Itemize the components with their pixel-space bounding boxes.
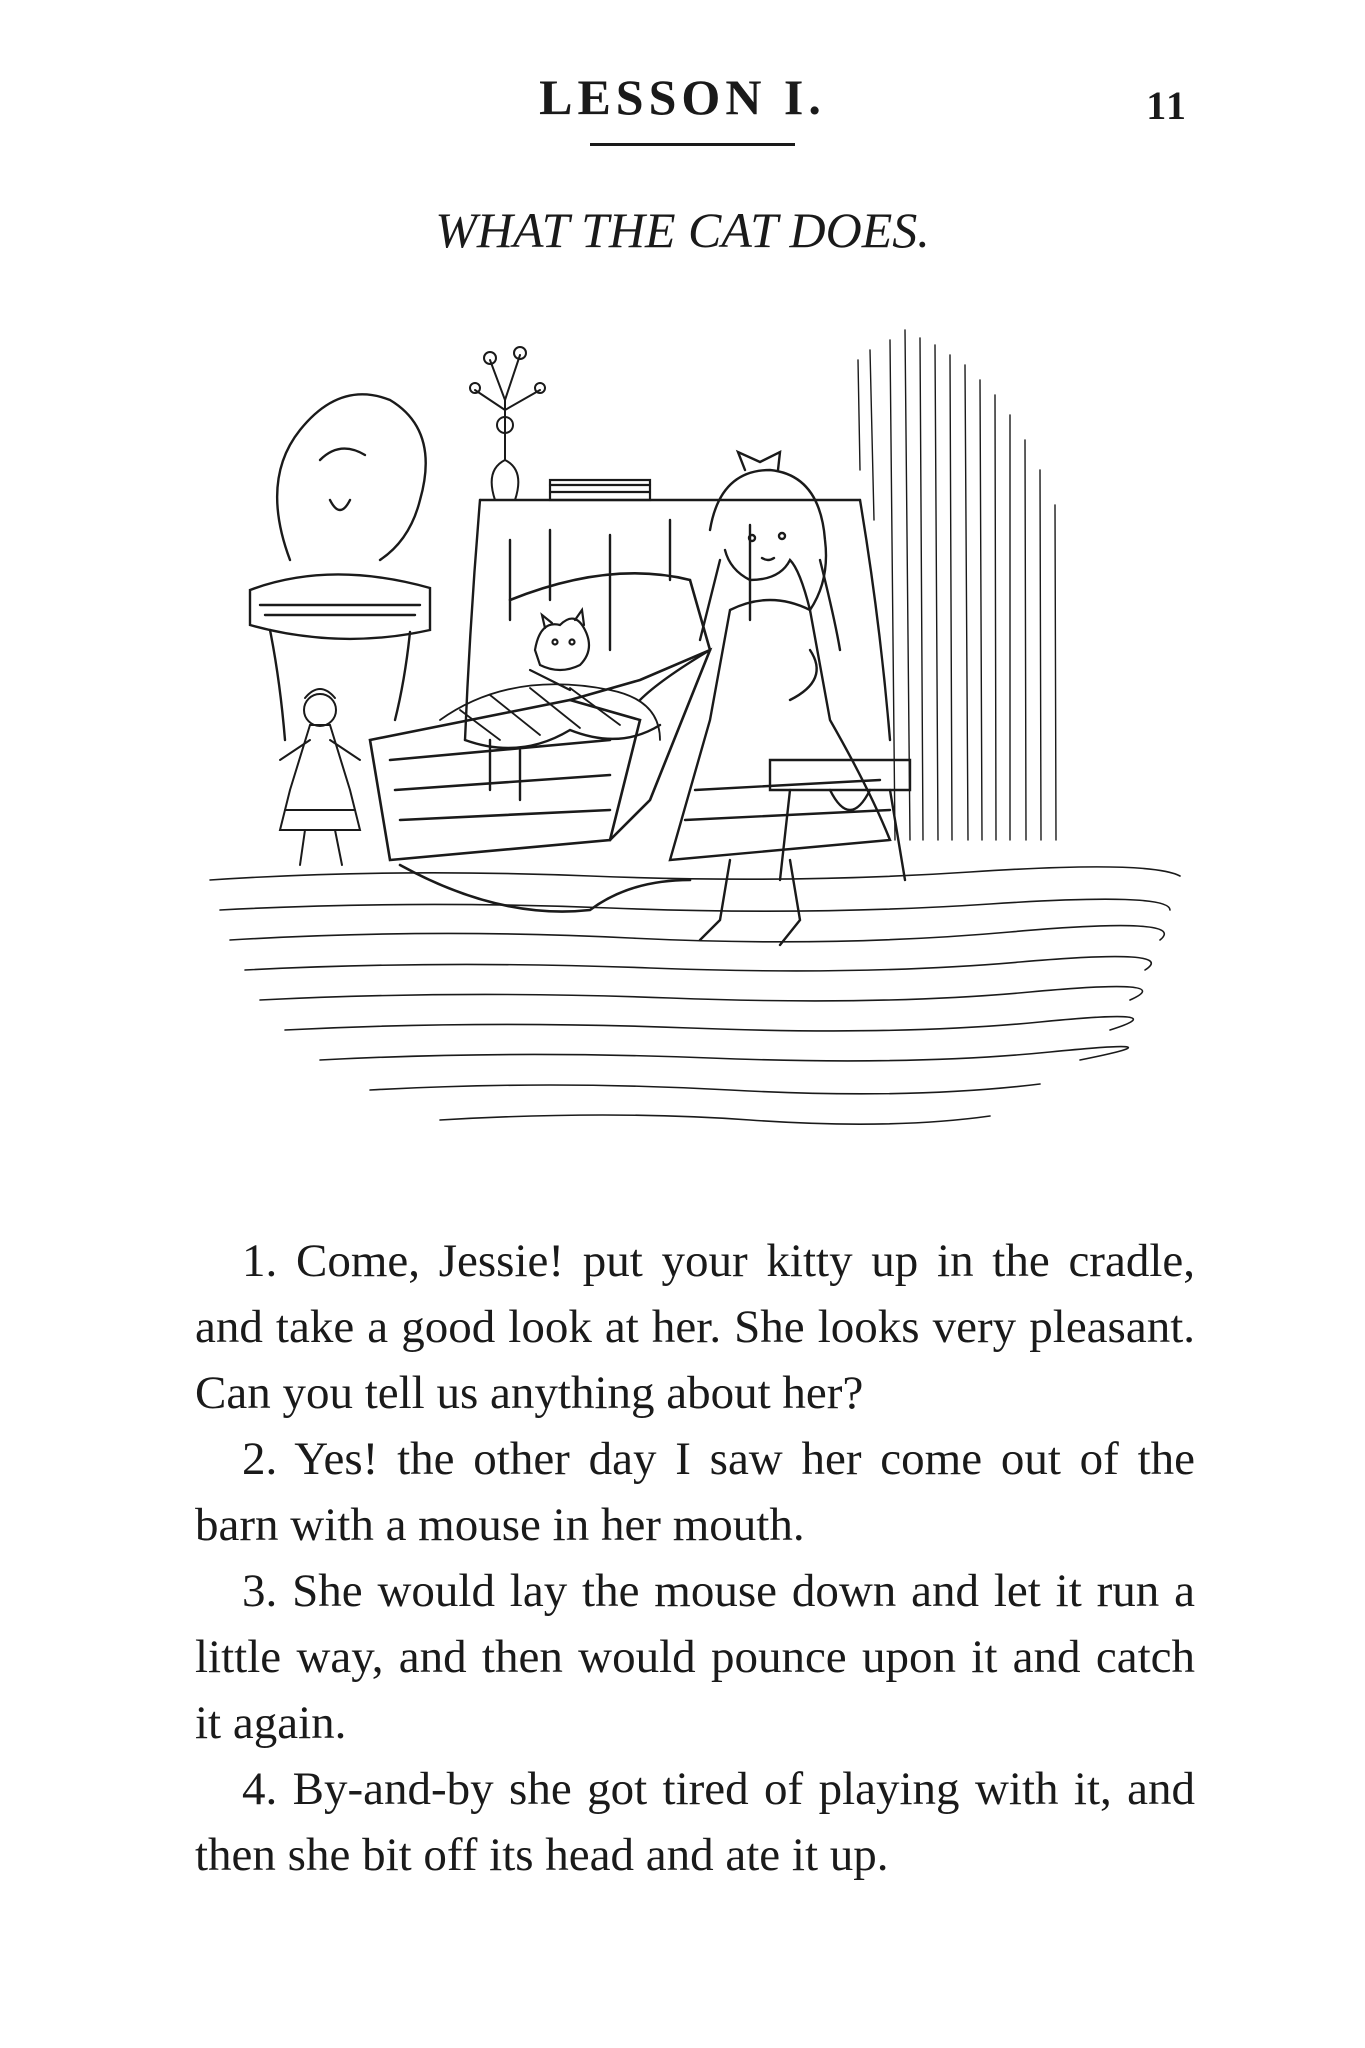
- girl: [640, 452, 890, 945]
- paragraph-3: 3. She would lay the mouse down and let it run a little way, and then would pounce upon it and catch it again.: [195, 1565, 1195, 1749]
- heading-underline: [590, 143, 795, 146]
- lesson-subtitle: WHAT THE CAT DOES.: [435, 202, 930, 258]
- book: [550, 480, 650, 500]
- chair: [250, 394, 430, 740]
- curtain-hatching: [858, 330, 1056, 840]
- illustration-icon: [190, 320, 1190, 1160]
- kitten: [530, 610, 589, 690]
- page-number: 11: [1146, 83, 1188, 128]
- doll: [280, 689, 360, 865]
- lesson-heading: LESSON I.: [539, 69, 826, 125]
- blanket: [440, 684, 660, 740]
- floor-hatching: [210, 867, 1180, 1124]
- vase-flowers: [470, 347, 545, 500]
- lesson-body: [195, 1228, 1195, 1888]
- paragraph-1: 1. Come, Jessie! put your kitty up in the cradle, and take a good look at her. She looks very pleasant. Can you tell us anything about her?: [195, 1235, 1195, 1419]
- paragraph-4: 4. By-and-by she got tired of playing with it, and then she bit off its head and ate it up.: [195, 1763, 1195, 1881]
- engraving-illustration: [190, 320, 1190, 1160]
- paragraph-2: 2. Yes! the other day I saw her come out of the barn with a mouse in her mouth.: [195, 1433, 1195, 1551]
